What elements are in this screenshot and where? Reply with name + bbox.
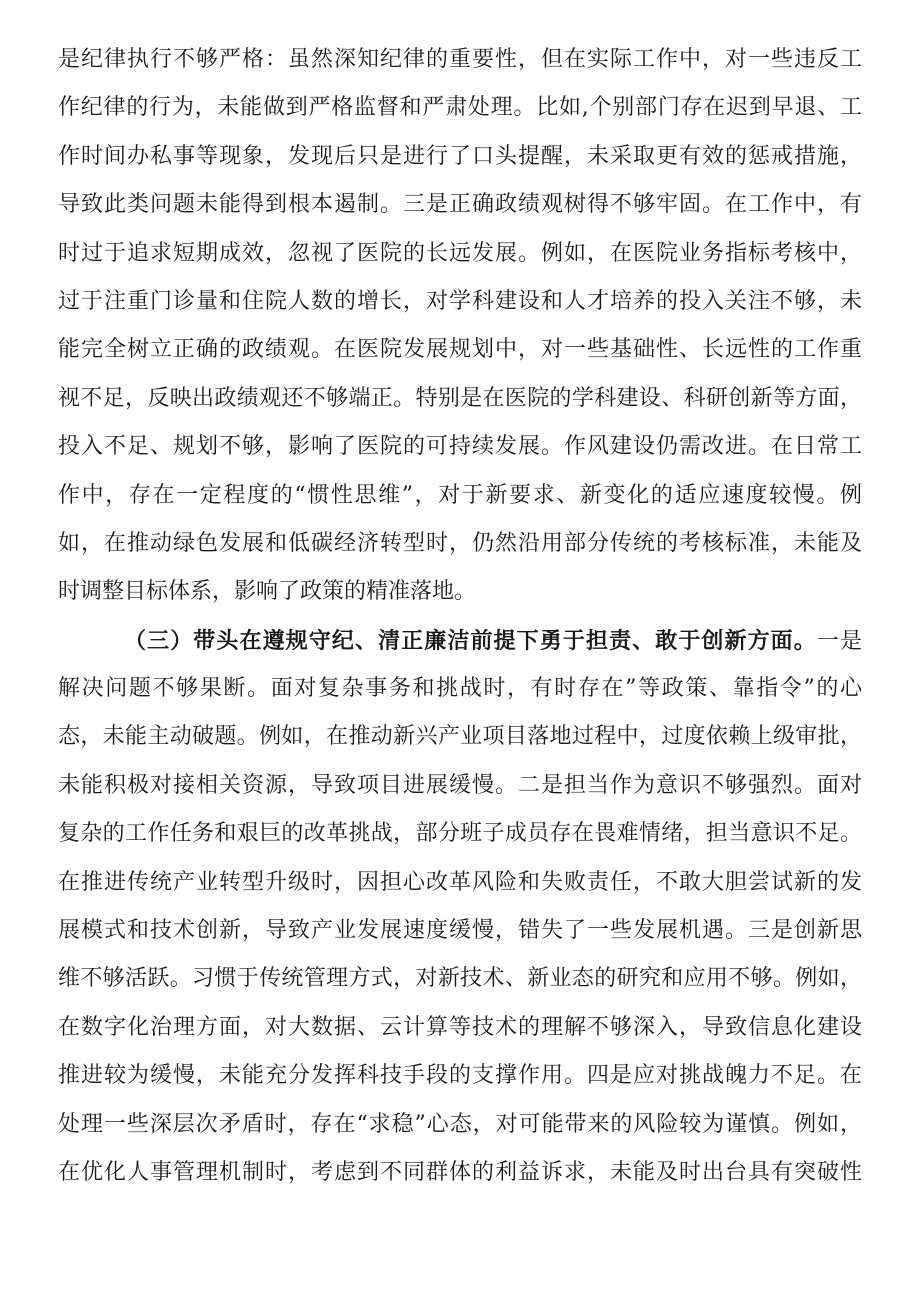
text-line [58, 326, 862, 374]
line-text: 解决问题不够果断。面对复杂事务和挑战时，有时存在”等政策、靠指令”的心 [58, 676, 862, 702]
line-text: 推进较为缓慢，未能充分发挥科技手段的支撑作用。四是应对挑战魄力不足。在 [58, 1063, 862, 1089]
line-text: 态，未能主动破题。例如，在推动新兴产业项目落地过程中，过度依赖上级审批， [58, 724, 862, 750]
line-text: 作中，存在一定程度的“惯性思维”，对于新要求、新变化的适应速度较慢。例 [58, 482, 862, 508]
text-line [58, 617, 862, 665]
text-line [58, 665, 862, 713]
text-line [58, 762, 862, 810]
line-text: 能完全树立正确的政绩观。在医院发展规划中，对一些基础性、长远性的工作重 [58, 337, 862, 363]
line-text: 作时间办私事等现象，发现后只是进行了口头提醒，未采取更有效的惩戒措施， [58, 143, 862, 169]
line-text: 时调整目标体系，影响了政策的精准落地。 [58, 579, 477, 605]
text-line [58, 230, 862, 278]
line-text: 维不够活跃。习惯于传统管理方式，对新技术、新业态的研究和应用不够。例如， [58, 966, 862, 992]
line-text: 是纪律执行不够严格：虽然深知纪律的重要性，但在实际工作中，对一些违反工 [58, 47, 862, 72]
line-text: 处理一些深层次矛盾时，存在“求稳”心态，对可能带来的风险较为谨慎。例如， [58, 1111, 862, 1137]
line-text: 在优化人事管理机制时，考虑到不同群体的利益诉求，未能及时出台具有突破性 [58, 1159, 862, 1185]
text-line [58, 181, 862, 229]
text-line [58, 1149, 862, 1197]
line-text: 在数字化治理方面，对大数据、云计算等技术的理解不够深入，导致信息化建设 [58, 1014, 862, 1040]
line-text: 导致此类问题未能得到根本遏制。三是正确政绩观树得不够牢固。在工作中，有 [58, 192, 862, 218]
text-line [58, 810, 862, 858]
body-text [58, 36, 862, 1197]
line-text: 视不足，反映出政绩观还不够端正。特别是在医院的学科建设、科研创新等方面， [58, 385, 862, 411]
line-text: 在推进传统产业转型升级时，因担心改革风险和失败责任，不敢大胆尝试新的发 [58, 869, 862, 895]
line-text: 展模式和技术创新，导致产业发展速度缓慢，错失了一些发展机遇。三是创新思 [58, 918, 862, 944]
text-line [58, 568, 862, 616]
text-line [58, 859, 862, 907]
text-line [58, 955, 862, 1003]
line-text: 作纪律的行为，未能做到严格监督和严肃处理。比如,个别部门存在迟到早退、工 [58, 95, 862, 121]
section-heading: （三）带头在遵规守纪、清正廉洁前提下勇于担责、敢于创新方面。 [124, 627, 817, 654]
line-text: 过于注重门诊量和住院人数的增长，对学科建设和人才培养的投入关注不够，未 [58, 288, 862, 314]
text-line [58, 36, 862, 84]
line-text: 一是 [816, 628, 862, 654]
text-line [58, 423, 862, 471]
text-line [58, 1052, 862, 1100]
text-line [58, 472, 862, 520]
text-line [58, 520, 862, 568]
text-line [58, 278, 862, 326]
text-line [58, 907, 862, 955]
text-line [58, 1004, 862, 1052]
text-line [58, 84, 862, 132]
line-text: 投入不足、规划不够，影响了医院的可持续发展。作风建设仍需改进。在日常工 [58, 434, 862, 460]
text-line [58, 1101, 862, 1149]
text-line [58, 713, 862, 761]
line-text: 时过于追求短期成效，忽视了医院的长远发展。例如，在医院业务指标考核中， [58, 240, 862, 266]
line-text: 复杂的工作任务和艰巨的改革挑战，部分班子成员存在畏难情绪，担当意识不足。 [58, 821, 862, 847]
line-text: 未能积极对接相关资源，导致项目进展缓慢。二是担当作为意识不够强烈。面对 [58, 772, 862, 798]
line-text: 如，在推动绿色发展和低碳经济转型时，仍然沿用部分传统的考核标准，未能及 [58, 530, 862, 556]
text-line [58, 133, 862, 181]
text-line [58, 375, 862, 423]
